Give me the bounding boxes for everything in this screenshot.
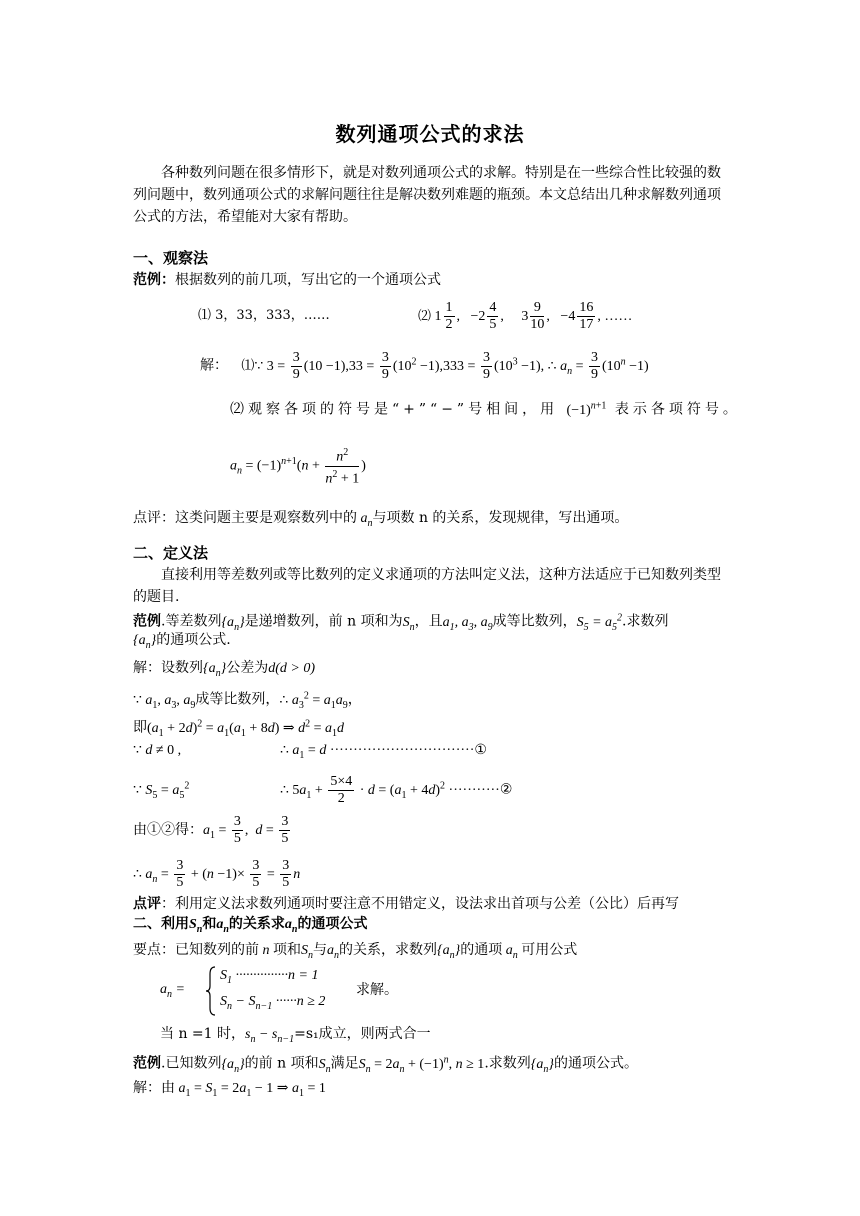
sol1-label: ⑴ xyxy=(241,358,255,374)
section1-comment: 点评：这类问题主要是观察数列中的 $a_n$与项数 n 的关系，发现规律，写出通项。 xyxy=(133,510,629,529)
sol2-a: 解：设数列 xyxy=(133,660,203,676)
example2-b: 是递增数列，前 n 项和为 xyxy=(244,613,403,630)
comment2-text: ：利用定义法求数列通项时要注意不用错定义，设法求出首项与公差（公比）后再写 xyxy=(161,896,679,912)
example3-e: 的通项公式。 xyxy=(553,1055,638,1072)
s3-heading-b: 和 xyxy=(202,916,217,932)
sol2-l3: 成等比数列， xyxy=(195,691,280,708)
section3-solution: 解：由 $a_1 = S_1 = 2a_1 - 1$ ⇒ $a_1 = 1$ xyxy=(133,1080,326,1099)
sol2-line4b: ∴ $a_1 = d$ ·······························① xyxy=(280,742,487,761)
from12: 由①②得： xyxy=(133,822,203,838)
sol2-line2: ∵ $a_1$, $a_3$, $a_9$成等比数列，∴ $a_3^2 = a_1a_9$， xyxy=(133,690,362,711)
section1-heading: 一、观察法 xyxy=(133,249,209,267)
item1: ⑴ 3，33，333，…… xyxy=(198,308,330,323)
example2-e: .求数列 xyxy=(622,613,669,630)
section2-example-cont: $\{a_n\}$的通项公式. xyxy=(133,632,231,651)
sol2-line7: ∴ $a_n$ = $\frac{3}{5}$ + (n −1)× $\frac{3}{5}$ = $\frac{3}{5}$ n xyxy=(133,858,301,891)
s3-key-a: 要点：已知数列的前 xyxy=(133,942,259,958)
solution-label: 解： xyxy=(200,357,228,374)
sol2-line5: ∵ $S_5 = a_5^2$ xyxy=(133,780,190,801)
s3-sol: 解：由 xyxy=(133,1080,175,1096)
solution1: 解： ⑴∵ 3 = $\frac{3}{9}$ (10 −1),33 = $\frac{3}{9}$ $(10^2 -1),333$ = $\frac{3}{9}$ $(10^3 -1)$, ∴ $a_n$ = $\frac{3}{9}$ $(10^n -1)$ xyxy=(200,349,649,382)
example-label: 范例： xyxy=(133,272,175,288)
example2-f: 的通项公式. xyxy=(156,632,231,648)
example3-b: 的前 n 项和 xyxy=(244,1055,319,1072)
example3-label: 范例 xyxy=(133,1055,161,1072)
item2: ⑵ 1 $\frac{1}{2}$ , −2 $\frac{4}{5}$ , 3 $\frac{9}{10}$ , −4 $\frac{16}{17}$ , …… xyxy=(418,300,633,333)
circle-1: ① xyxy=(474,742,487,758)
example2-label: 范例 xyxy=(133,613,161,630)
s3-heading-d: 的通项公式 xyxy=(297,916,368,932)
comment2-label: 点评 xyxy=(133,896,161,912)
section2-heading: 二、定义法 xyxy=(133,544,209,562)
example2-c: ，且 xyxy=(414,613,443,630)
example3-c: 满足 xyxy=(330,1055,359,1072)
sol2-line6: 由①②得：$a_1$ = $\frac{3}{5}$ , d = $\frac{3}{5}$ xyxy=(133,814,289,847)
sol2-text-b: 表示各项符号。 xyxy=(614,401,741,418)
intro-paragraph: 各种数列问题在很多情形下，就是对数列通项公式的求解。特别是在一些综合性比较强的数列问题中，数列通项公式的求解问题往往是解决数列难题的瓶颈。本文总结出几种求解数列通项公式的方法，希望能对大家有帮助。 xyxy=(133,165,721,225)
sol2-text-a: ⑵观察各项的符号是“+”“−”号相间，用 xyxy=(230,401,559,418)
solution2-text: ⑵观察各项的符号是“+”“−”号相间，用 $(-1)^{n+1}$ 表示各项符号。 xyxy=(230,400,741,418)
comment-a: 这类问题主要是观察数列中的 xyxy=(175,510,357,526)
section2-intro: 直接利用等差数列或等比数列的定义求通项的方法叫定义法，这种方法适应于已知数列类型的题目. xyxy=(133,567,721,605)
s3-key-c: 与 xyxy=(313,942,327,958)
solution2-formula: $a_n = (-1)^{n+1}(n$ + $\frac{n^2}{n^2 + 1}$ ) xyxy=(230,447,366,487)
section3-example: 范例.已知数列$\{a_n\}$的前 n 项和$S_n$满足$S_n = 2a_n + (-1)^n$, n ≥ 1.求数列$\{a_n\}$的通项公式。 xyxy=(133,1054,638,1075)
example2-a: .等差数列 xyxy=(161,613,222,630)
section2-comment xyxy=(133,894,679,914)
sol2-line3: 即$(a_1 + 2d)^2 = a_1(a_1 + 8d)$ ⇒ $d^2 = a_1d$ xyxy=(133,718,345,739)
example-text: 根据数列的前几项，写出它的一个通项公式 xyxy=(175,272,441,288)
s3-solve: 求解。 xyxy=(356,982,398,998)
sol2-b: 公差为 xyxy=(226,660,269,676)
comment-label: 点评： xyxy=(133,510,175,526)
s3-when-a: 当 n =1 时， xyxy=(160,1026,246,1042)
example3-a: .已知数列 xyxy=(161,1055,222,1072)
s3-key-f: 可用公式 xyxy=(521,942,578,958)
s3-key-d: 的关系，求数列 xyxy=(339,942,437,958)
comment-b: 与项数 n 的关系，发现规律，写出通项。 xyxy=(372,510,629,526)
section3-key: 要点：已知数列的前 n 项和$S_n$与$a_n$的关系，求数列$\{a_n\}$的通项 $a_n$ 可用公式 xyxy=(133,942,578,961)
section2-example: 范例.等差数列$\{a_n\}$是递增数列，前 n 项和为$S_n$，且$a_1$, $a_3$, $a_9$成等比数列，$S_5 = a_5^2$.求数列 xyxy=(133,612,669,633)
brace-icon xyxy=(206,966,216,1016)
document-page: 数列通项公式的求法 各种数列问题在很多情形下，就是对数列通项公式的求解。特别是在一些综合性比较强的数列问题中，数列通项公式的求解问题往往是解决数列难题的瓶颈。本文总结出几种求解数列通项公式的方法，希望能对大家有帮助。 一、观察法 范例：根据数列的前几项，写出它的一个通项公式 ⑴ 3，33，333，…… ⑵ 1 $\frac{1}{2}$ , −2 $\frac{4}{5}$ , 3 $\frac{9}{10}$ , −4 $\frac{16}{17}$ , …… 解： ⑴∵ 3 = $\frac{3}{9}$ (10 −1),33 = $\frac{3}{9}$ $(10^2 -1),333$ = $\frac{3}{9}$ $(10^3 -1)$, ∴ $a_n$ = $\frac{3}{9}$ $(10^n -1)$ ⑵观察各项的符号是“+”“−”号相间，用 $(-1)^{n+1}$ 表示各项符号。 $a_n = (-1)^{n+1}(n$ + $\frac{n^2}{n^2 + 1}$ ) 点评：这类问题主要是观察数列中的 $a_n$与项数 n 的关系，发现规律，写出通项。 二、定义法 直接利用等差数列或等比数列的定义求通项的方法叫定义法，这种方法适应于已知数列类型的题目. 范例.等差数列$\{a_n\}$是递增数列，前 n 项和为$S_n$，且$a_1$, $a_3$, $a_9$成等比数列，$S_5 = a_5^2$.求数列 $\{a_n\}$的通项公式. 解：设数列$\{a_n\}$公差为d(d > 0) ∵ $a_1$, $a_3$, $a_9$成等比数列，∴ $a_3^2 = a_1a_9$， 即$(a_1 + 2d)^2 = a_1(a_1 + 8d)$ ⇒ $d^2 = a_1d$ ∵ d ≠ 0 , ∴ $a_1 = d$ ·······························① ∵ $S_5 = a_5^2$ ∴ $5a_1$ + $\frac{5\times 4}{2}$ · $d = (a_1 + 4d)^2$ ···········② 由①②得：$a_1$ = $\frac{3}{5}$ , d = $\frac{3}{5}$ ∴ $a_n$ = $\frac{3}{5}$ + (n −1)× $\frac{3}{5}$ = $\frac{3}{5}$ n 点评：利用定义法求数列通项时要注意不用错定义，设法求出首项与公差（公比）后再写 二、利用$S_n$和$a_n$的关系求$a_n$的通项公式 要点：已知数列的前 n 项和$S_n$与$a_n$的关系，求数列$\{a_n\}$的通项 $a_n$ 可用公式 $a_n$ = $S_1 \cdot\cdot\cdot\cdot\cdot\cdot\cdot\cdot\cdot\cdot\cdot\cdot\cdot\cdot\cdot n = 1$ $S_n - S_{n-1} \cdot\cdot\cdot\cdot\cdot\cdot n \ge 2$ 求解。 当 n =1 时，$s_n - s_{n-1}=s_1$成立，则两式合一 范例.已知数列$\{a_n\}$的前 n 项和$S_n$满足$S_n = 2a_n + (-1)^n$, n ≥ 1.求数列$\{a_n\}$的通项公式。 解：由 $a_1 = S_1 = 2a_1 - 1$ ⇒ $a_1 = 1$ xyxy=(0,0,860,1216)
s3-when-b: =s₁成立，则两式合一 xyxy=(294,1026,431,1042)
circle-2: ② xyxy=(499,781,513,798)
s3-key-b: 项和 xyxy=(273,942,301,958)
s3-key-e: 的通项 xyxy=(460,942,503,958)
item2-label: ⑵ xyxy=(418,308,432,323)
page-title: 数列通项公式的求法 xyxy=(335,122,525,146)
sol2-line4: ∵ d ≠ 0 , xyxy=(133,743,182,758)
sol2-l4: 即 xyxy=(133,719,147,736)
sol2-line5b: ∴ $5a_1$ + $\frac{5\times 4}{2}$ · $d = (a_1 + 4d)^2$ ···········② xyxy=(280,773,513,806)
section3-when: 当 n =1 时，$s_n - s_{n-1}=s_1$成立，则两式合一 xyxy=(160,1026,431,1045)
s3-heading-a: 二、利用 xyxy=(133,916,189,932)
sol2-line1: 解：设数列$\{a_n\}$公差为d(d > 0) xyxy=(133,660,315,679)
s3-heading-c: 的关系求 xyxy=(228,916,285,932)
example3-d: .求数列 xyxy=(484,1055,531,1072)
section1-example xyxy=(133,270,441,290)
example2-d: 成等比数列， xyxy=(492,613,577,630)
section3-heading: 二、利用$S_n$和$a_n$的关系求$a_n$的通项公式 xyxy=(133,916,368,935)
